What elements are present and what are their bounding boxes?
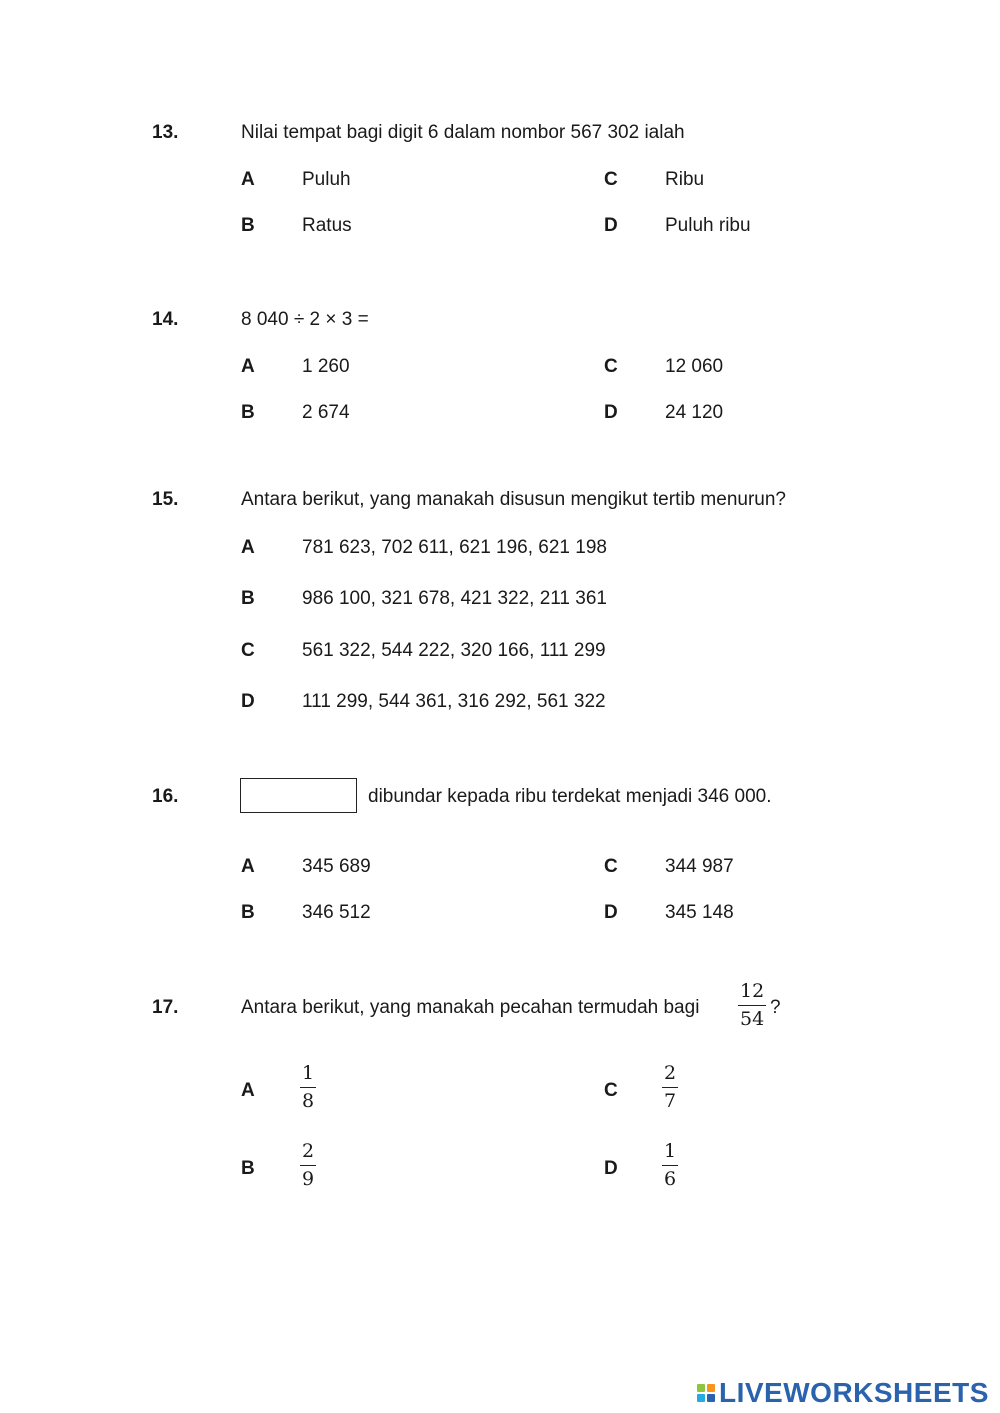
fraction-numerator: 2 — [302, 1140, 315, 1162]
logo-square — [707, 1394, 715, 1402]
fraction-numerator: 2 — [664, 1062, 677, 1084]
question-16-text: dibundar kepada ribu terdekat menjadi 346 000. — [368, 786, 772, 807]
q14-option-c[interactable]: 12 060 — [665, 356, 724, 377]
q14-option-a[interactable]: 1 260 — [302, 356, 350, 377]
q16-option-a[interactable]: 345 689 — [302, 856, 371, 877]
q16-option-c[interactable]: 344 987 — [665, 856, 734, 877]
fraction-bar — [662, 1165, 678, 1166]
q15-option-c[interactable]: 561 322, 544 222, 320 166, 111 299 — [302, 640, 606, 661]
q15-option-b[interactable]: 986 100, 321 678, 421 322, 211 361 — [302, 588, 607, 609]
q17-option-b[interactable] — [300, 1142, 316, 1189]
q13-option-a-letter: A — [241, 169, 255, 190]
q17-option-a-letter: A — [241, 1080, 255, 1101]
question-14-number: 14. — [152, 309, 179, 330]
logo-square — [707, 1384, 715, 1392]
fraction-bar — [300, 1087, 316, 1088]
q17-option-d-letter: D — [604, 1158, 618, 1179]
liveworksheets-logo-icon — [697, 1384, 715, 1402]
q16-option-d[interactable]: 345 148 — [665, 902, 734, 923]
question-14-text: 8 040 ÷ 2 × 3 = — [241, 309, 369, 330]
logo-text: LIVEWORKSHEETS — [719, 1377, 989, 1408]
question-16-number: 16. — [152, 786, 179, 807]
q13-option-d-letter: D — [604, 215, 618, 236]
answer-blank-box[interactable] — [240, 778, 357, 813]
fraction-bar — [738, 1005, 766, 1006]
q16-option-b-letter: B — [241, 902, 255, 923]
q17-option-c-letter: C — [604, 1080, 618, 1101]
q13-option-b-letter: B — [241, 215, 255, 236]
question-15-number: 15. — [152, 489, 179, 510]
fraction-numerator: 1 — [302, 1062, 315, 1084]
q16-option-d-letter: D — [604, 902, 618, 923]
fraction-numerator: 1 — [664, 1140, 677, 1162]
q13-option-c[interactable]: Ribu — [665, 169, 705, 190]
q13-option-d[interactable]: Puluh ribu — [665, 215, 751, 236]
liveworksheets-logo[interactable] — [697, 1378, 989, 1408]
q16-option-b[interactable]: 346 512 — [302, 902, 371, 923]
q14-option-d-letter: D — [604, 402, 618, 423]
q15-option-c-letter: C — [241, 640, 255, 661]
fraction-denominator: 54 — [740, 1008, 765, 1030]
q17-option-d[interactable] — [662, 1142, 678, 1189]
question-17-text: Antara berikut, yang manakah pecahan termudah bagi — [241, 997, 700, 1018]
q15-option-a[interactable]: 781 623, 702 611, 621 196, 621 198 — [302, 537, 607, 558]
fraction-bar — [300, 1165, 316, 1166]
q16-option-c-letter: C — [604, 856, 618, 877]
q13-option-c-letter: C — [604, 169, 618, 190]
fraction-denominator: 6 — [664, 1168, 677, 1190]
question-17-fraction — [738, 982, 766, 1029]
q14-option-a-letter: A — [241, 356, 255, 377]
logo-square — [697, 1384, 705, 1392]
question-13-text: Nilai tempat bagi digit 6 dalam nombor 567 302 ialah — [241, 122, 685, 143]
q13-option-a[interactable]: Puluh — [302, 169, 351, 190]
q14-option-b-letter: B — [241, 402, 255, 423]
fraction-denominator: 8 — [302, 1090, 315, 1112]
fraction-numerator: 12 — [740, 980, 765, 1002]
question-17-end-mark: ? — [770, 997, 781, 1018]
q14-option-c-letter: C — [604, 356, 618, 377]
question-15-text: Antara berikut, yang manakah disusun mengikut tertib menurun? — [241, 489, 786, 510]
q14-option-d[interactable]: 24 120 — [665, 402, 724, 423]
q15-option-d[interactable]: 111 299, 544 361, 316 292, 561 322 — [302, 691, 606, 712]
q15-option-b-letter: B — [241, 588, 255, 609]
q13-option-b[interactable]: Ratus — [302, 215, 352, 236]
q15-option-a-letter: A — [241, 537, 255, 558]
fraction-denominator: 7 — [664, 1090, 677, 1112]
q17-option-b-letter: B — [241, 1158, 255, 1179]
logo-square — [697, 1394, 705, 1402]
q17-option-c[interactable] — [662, 1064, 678, 1111]
q17-option-a[interactable] — [300, 1064, 316, 1111]
fraction-bar — [662, 1087, 678, 1088]
q16-option-a-letter: A — [241, 856, 255, 877]
fraction-denominator: 9 — [302, 1168, 315, 1190]
q14-option-b[interactable]: 2 674 — [302, 402, 350, 423]
q15-option-d-letter: D — [241, 691, 255, 712]
question-13-number: 13. — [152, 122, 179, 143]
question-17-number: 17. — [152, 997, 179, 1018]
